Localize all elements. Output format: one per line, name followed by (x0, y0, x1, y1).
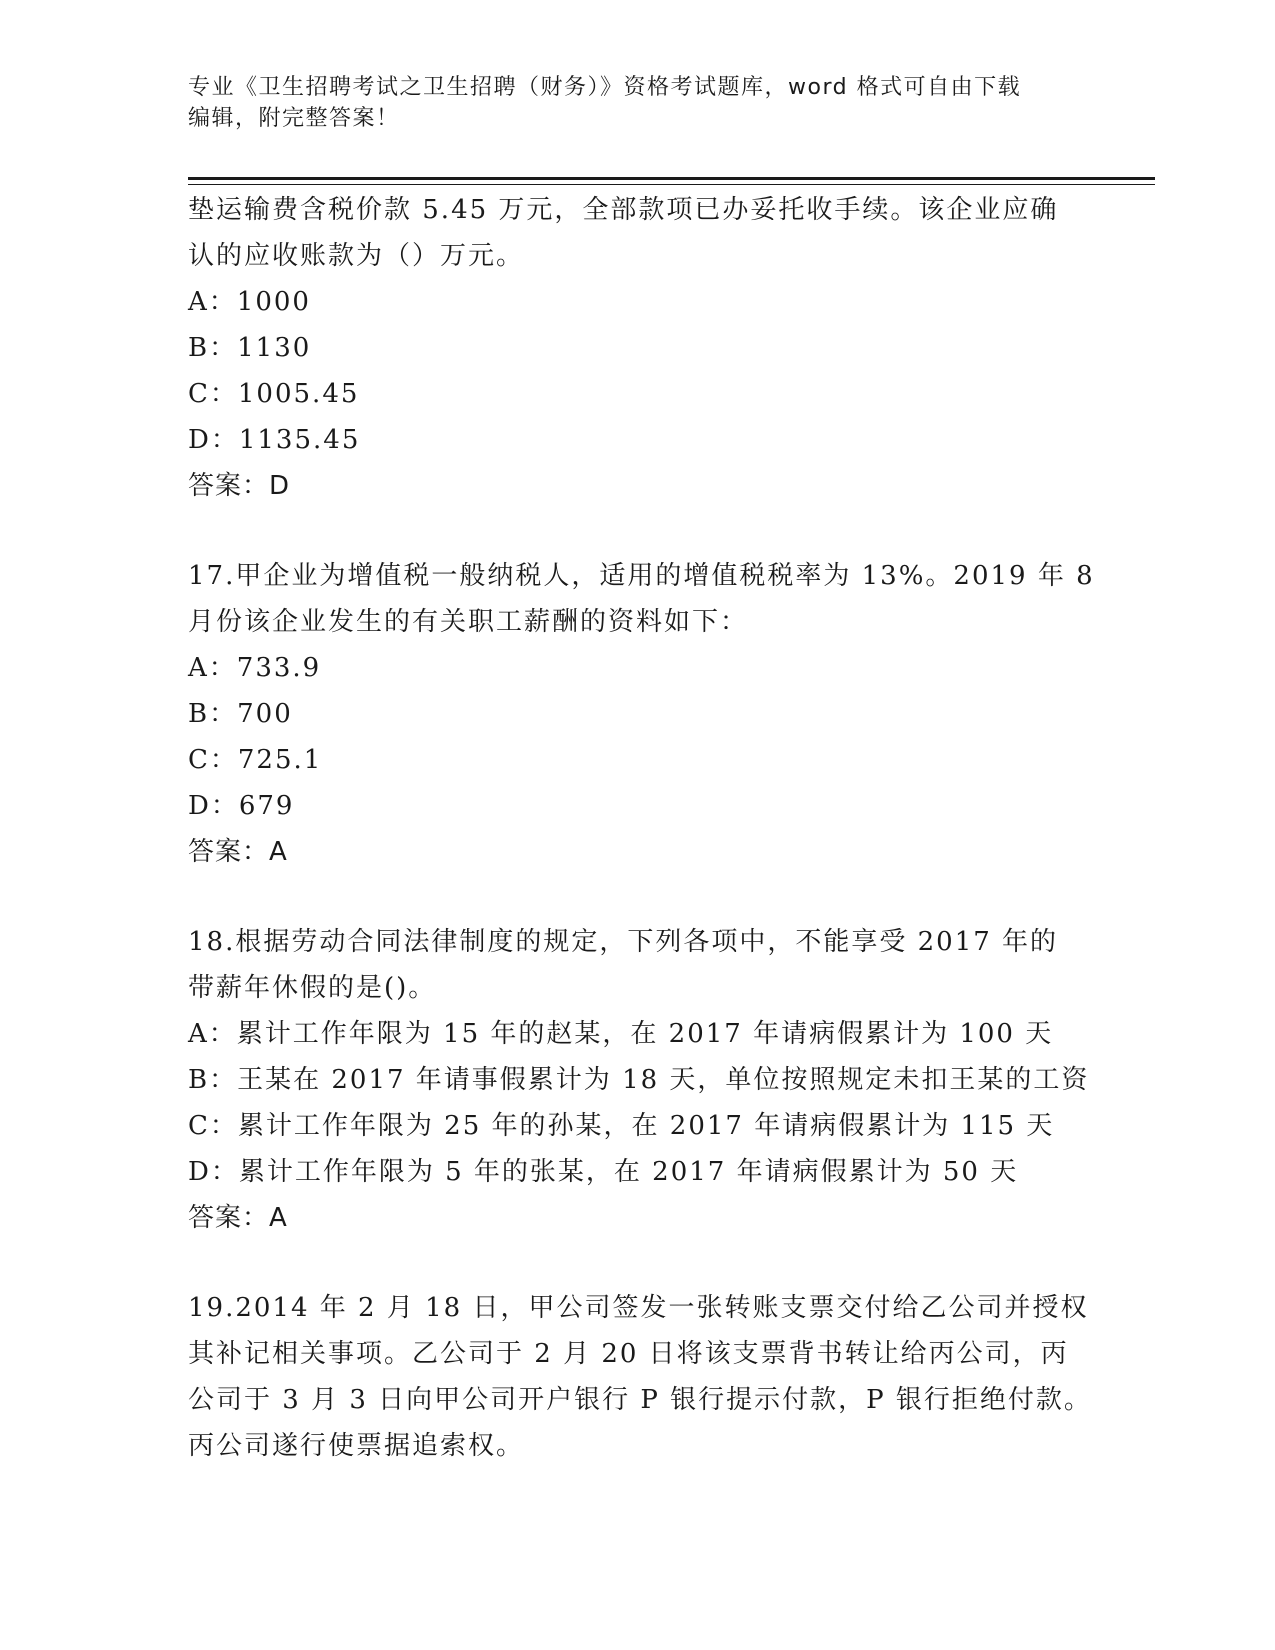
question-stem-line: 带薪年休假的是()。 (188, 973, 437, 1003)
answer: 答案：D (188, 471, 291, 501)
option-b: B：王某在 2017 年请事假累计为 18 天，单位按照规定未扣王某的工资 (188, 1065, 1090, 1095)
option-d: D：1135.45 (188, 425, 361, 455)
question-stem-line: 月份该企业发生的有关职工薪酬的资料如下： (188, 607, 749, 637)
question-stem-line: 认的应收账款为（）万元。 (188, 241, 525, 271)
question-stem-line: 垫运输费含税价款 5.45 万元，全部款项已办妥托收手续。该企业应确 (188, 195, 1059, 225)
option-c: C：累计工作年限为 25 年的孙某，在 2017 年请病假累计为 115 天 (188, 1111, 1055, 1141)
question-stem-line: 其补记相关事项。乙公司于 2 月 20 日将该支票背书转让给丙公司，丙 (188, 1339, 1069, 1369)
question-16 (188, 187, 1088, 509)
answer: 答案：A (188, 1203, 288, 1233)
option-a: A：733.9 (188, 653, 322, 683)
option-c: C：725.1 (188, 745, 323, 775)
option-d: D：累计工作年限为 5 年的张某，在 2017 年请病假累计为 50 天 (188, 1157, 1019, 1187)
question-stem-line: 公司于 3 月 3 日向甲公司开户银行 P 银行提示付款，P 银行拒绝付款。 (188, 1385, 1092, 1415)
answer: 答案：A (188, 837, 288, 867)
option-d: D：679 (188, 791, 295, 821)
question-stem-line: 丙公司遂行使票据追索权。 (188, 1431, 525, 1461)
question-19 (188, 1285, 1092, 1469)
question-17 (188, 553, 1095, 875)
option-b: B：700 (188, 699, 293, 729)
option-a: A：累计工作年限为 15 年的赵某，在 2017 年请病假累计为 100 天 (188, 1019, 1054, 1049)
question-content (188, 187, 1095, 1469)
option-c: C：1005.45 (188, 379, 360, 409)
header-line-1: 专业《卫生招聘考试之卫生招聘（财务）》资格考试题库，word 格式可自由下载 (188, 75, 1022, 100)
option-b: B：1130 (188, 333, 312, 363)
question-stem-line: 18.根据劳动合同法律制度的规定，下列各项中，不能享受 2017 年的 (188, 927, 1059, 957)
header-rule-thin (188, 184, 1155, 185)
question-stem-line: 19.2014 年 2 月 18 日，甲公司签发一张转账支票交付给乙公司并授权 (188, 1293, 1089, 1323)
question-18 (188, 919, 1088, 1241)
page-header (188, 72, 1068, 134)
option-a: A：1000 (188, 287, 311, 317)
header-rule-thick (188, 177, 1155, 180)
header-line-2: 编辑，附完整答案！ (188, 106, 400, 131)
question-stem-line: 17.甲企业为增值税一般纳税人，适用的增值税税率为 13%。2019 年 8 (188, 561, 1095, 591)
